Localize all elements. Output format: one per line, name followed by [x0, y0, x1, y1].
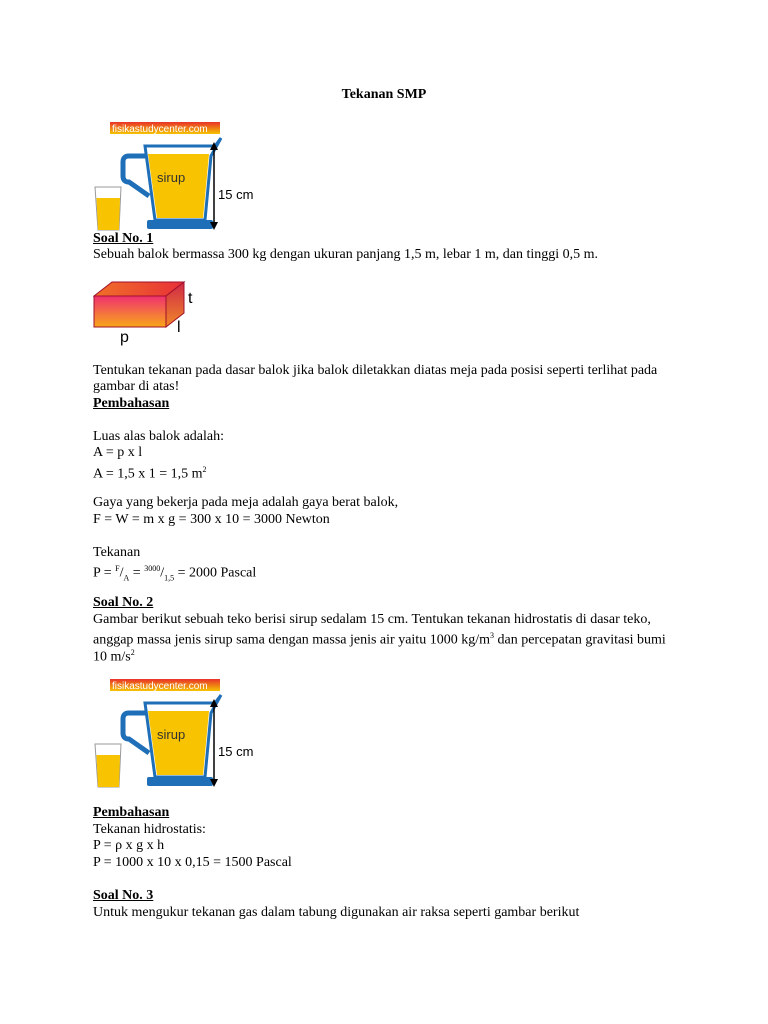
- soal-1-question-line-2: gambar di atas!: [93, 379, 180, 394]
- jug-figure-1: [93, 120, 263, 232]
- page-title: Tekanan SMP: [341, 87, 427, 102]
- box-label-l: l: [177, 319, 181, 336]
- soal-2-solution-1: Tekanan hidrostatis:: [93, 822, 206, 837]
- gaya-calc: F = W = m x g = 300 x 10 = 3000 Newton: [93, 512, 330, 527]
- jug-figure-2: [93, 677, 263, 789]
- soal-1-text: Sebuah balok bermassa 300 kg dengan ukuran panjang 1,5 m, lebar 1 m, dan tinggi 0,5 m.: [93, 247, 599, 262]
- luas-intro: Luas alas balok adalah:: [93, 429, 225, 444]
- soal-3-text: Untuk mengukur tekanan gas dalam tabung digunakan air raksa seperti gambar berikut: [93, 905, 580, 920]
- box-label-p: p: [120, 329, 129, 346]
- box-figure: [93, 280, 213, 348]
- box-label-t: t: [188, 290, 193, 307]
- luas-formula: A = p x l: [93, 445, 143, 460]
- luas-calc: A = 1,5 x 1 = 1,5 $m^2$: [93, 465, 207, 482]
- soal-3-heading: Soal No. 3: [93, 888, 154, 903]
- gaya-intro: Gaya yang bekerja pada meja adalah gaya berat balok,: [93, 495, 399, 510]
- tekanan-label: Tekanan: [93, 545, 141, 560]
- jug-label: sirup: [157, 170, 186, 185]
- soal-2-pembahasan-heading: Pembahasan: [93, 805, 170, 820]
- soal-2-line-1: Gambar berikut sebuah teko berisi sirup sedalam 15 cm. Tentukan tekanan hidrostatis di dasar teko,: [93, 612, 651, 627]
- soal-1-pembahasan-heading: Pembahasan: [93, 396, 170, 411]
- soal-2-line-2: anggap massa jenis sirup sama dengan massa jenis air yaitu 1000 $kg/m^3$ dan percepatan gravitasi bumi: [93, 631, 666, 648]
- soal-2-solution-2: P = ρ x g x h: [93, 838, 165, 853]
- height-label: 15 cm: [218, 744, 254, 759]
- soal-2-line-3: 10 $m/s^2$: [93, 648, 135, 665]
- soal-2-heading: Soal No. 2: [93, 595, 154, 610]
- pressure-formula: $P = ^F/_A = ^{3000}/_{1,5} = 2000$ Pascal: [93, 564, 257, 583]
- soal-1-heading: Soal No. 1: [93, 231, 154, 246]
- watermark-text: fisikastudycenter.com: [112, 124, 208, 135]
- jug-label: sirup: [157, 727, 186, 742]
- watermark-text: fisikastudycenter.com: [112, 681, 208, 692]
- soal-1-question-line-1: Tentukan tekanan pada dasar balok jika balok diletakkan diatas meja pada posisi seperti terlihat pada: [93, 363, 658, 378]
- height-label: 15 cm: [218, 187, 254, 202]
- soal-2-solution-3: P = 1000 x 10 x 0,15 = 1500 Pascal: [93, 855, 292, 870]
